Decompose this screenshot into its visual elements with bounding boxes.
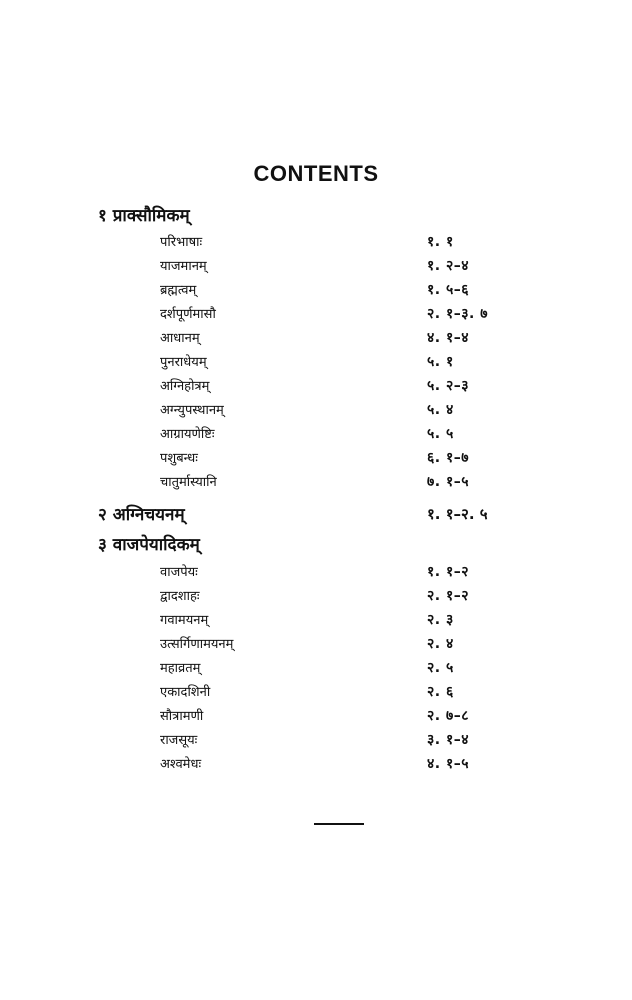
- entry-ref: २. ७–८: [427, 708, 470, 724]
- entry-label: पुनराधेयम्: [160, 355, 207, 370]
- entry-label: उत्सर्गिणामयनम्: [160, 637, 234, 652]
- entry-label: दर्शपूर्णमासौ: [160, 307, 216, 322]
- entry-ref: १. २–४: [427, 258, 470, 274]
- toc-entry: [0, 472, 632, 496]
- entry-label: सौत्रामणी: [160, 709, 204, 724]
- entry-ref: ५. ४: [427, 402, 454, 418]
- entry-ref: ५. २–३: [427, 378, 470, 394]
- toc-entry: [0, 658, 632, 682]
- toc-entry: [0, 376, 632, 400]
- toc-entry: [0, 328, 632, 352]
- entry-label: एकादशिनी: [160, 685, 211, 700]
- toc-entry: [0, 610, 632, 634]
- entry-ref: ६. १–७: [427, 450, 470, 466]
- entry-label: पशुबन्धः: [160, 451, 198, 466]
- toc-entry: [0, 634, 632, 658]
- toc-entry: [0, 730, 632, 754]
- entry-ref: ५. ५: [427, 426, 454, 442]
- toc-entry: [0, 682, 632, 706]
- entry-label: अश्वमेधः: [160, 757, 202, 772]
- entry-label: ब्रह्मत्वम्: [160, 283, 197, 298]
- section-ref-2: १. १–२. ५: [427, 505, 488, 523]
- entry-label: गवामयनम्: [160, 613, 209, 628]
- end-rule: [314, 823, 364, 825]
- entry-label: महाव्रतम्: [160, 661, 201, 676]
- entry-label: परिभाषाः: [160, 235, 203, 250]
- toc-entry: [0, 706, 632, 730]
- entry-label: वाजपेयः: [160, 565, 198, 580]
- entry-ref: १. १–२: [427, 564, 470, 580]
- entry-ref: २. ४: [427, 636, 454, 652]
- entry-ref: २. ५: [427, 660, 454, 676]
- entry-label: द्वादशाहः: [160, 589, 200, 604]
- toc-entry: [0, 448, 632, 472]
- entry-ref: १. ५–६: [427, 282, 470, 298]
- entry-ref: २. ६: [427, 684, 454, 700]
- section-heading-1: १ प्राक्सौमिकम्: [98, 206, 190, 226]
- entry-ref: ४. १–४: [427, 330, 470, 346]
- entry-ref: २. १–३. ७: [427, 306, 489, 322]
- entry-label: अग्न्युपस्थानम्: [160, 403, 224, 418]
- entry-label: आग्रायणेष्टिः: [160, 427, 215, 442]
- toc-entry: [0, 352, 632, 376]
- toc-entry: [0, 400, 632, 424]
- toc-entry: [0, 304, 632, 328]
- toc-entry: [0, 424, 632, 448]
- entry-ref: ३. १–४: [427, 732, 470, 748]
- entry-label: अग्निहोत्रम्: [160, 379, 210, 394]
- entry-ref: ७. १–५: [427, 474, 470, 490]
- toc-entry: [0, 232, 632, 256]
- toc-entry: [0, 256, 632, 280]
- entry-ref: ५. १: [427, 354, 454, 370]
- section-heading-3: ३ वाजपेयादिकम्: [98, 535, 200, 555]
- entry-ref: २. १–२: [427, 588, 470, 604]
- toc-entry: [0, 280, 632, 304]
- entry-label: राजसूयः: [160, 733, 198, 748]
- toc-entry: [0, 586, 632, 610]
- entry-ref: ४. १–५: [427, 756, 470, 772]
- entry-ref: २. ३: [427, 612, 454, 628]
- toc-entry: [0, 754, 632, 778]
- entry-label: याजमानम्: [160, 259, 207, 274]
- entry-label: चातुर्मास्यानि: [160, 475, 217, 490]
- entry-ref: १. १: [427, 234, 454, 250]
- toc-entry: [0, 562, 632, 586]
- page-title: CONTENTS: [253, 161, 379, 186]
- section-heading-2: २ अग्निचयनम्: [98, 505, 185, 525]
- entry-label: आधानम्: [160, 331, 200, 346]
